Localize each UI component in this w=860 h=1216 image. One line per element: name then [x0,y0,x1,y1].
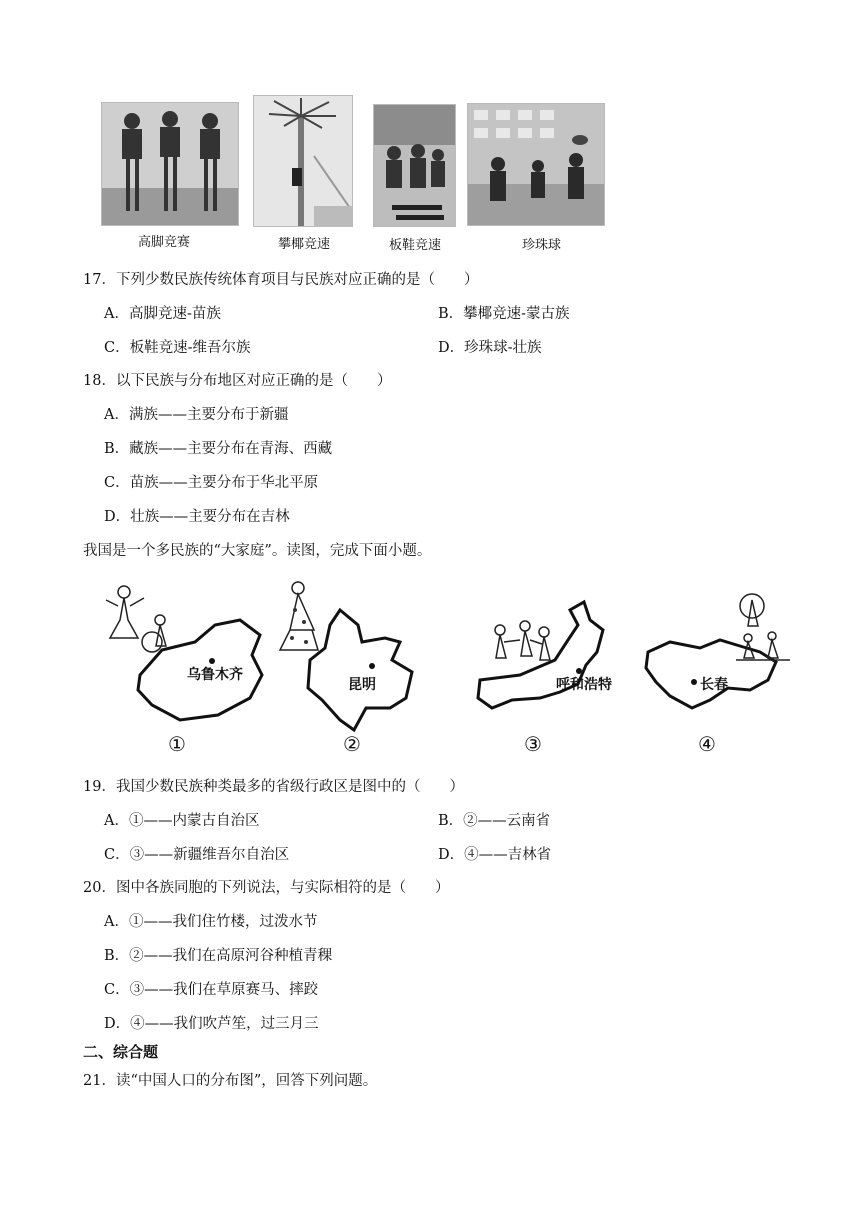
map-city-label: 昆明 [348,677,376,693]
section-heading: 二、综合题 [83,1043,159,1061]
wrestlers-figure-3 [495,621,550,660]
option-17-d[interactable]: D．珍珠球-壮族 [438,340,542,356]
photo-caption: 珍珠球 [522,238,562,253]
photo-caption: 攀椰竞速 [278,237,331,252]
map-number: ④ [698,732,716,756]
photo-panye [253,95,353,227]
option-20-d[interactable]: D．④——我们吹芦笙，过三月三 [104,1016,319,1032]
palm-climb-illustration [254,96,352,226]
map-yunnan [280,582,412,730]
option-17-b[interactable]: B．攀椰竞速-蒙古族 [438,306,570,322]
map-number: ② [343,732,361,756]
dancers-figure-1 [106,586,166,652]
option-19-b[interactable]: B．②——云南省 [438,813,551,829]
musicians-figure-4 [736,594,790,660]
option-20-a[interactable]: A．①——我们住竹楼，过泼水节 [104,914,318,930]
map-number: ③ [524,732,542,756]
option-19-a[interactable]: A．①——内蒙古自治区 [104,813,260,829]
option-18-d[interactable]: D．壮族——主要分布在吉林 [104,509,290,525]
question-17-stem: 17．下列少数民族传统体育项目与民族对应正确的是（ ） [83,272,479,288]
photo-gaojiao [101,102,239,226]
pearl-ball-illustration [468,104,604,225]
question-21-stem: 21．读“中国人口的分布图”，回答下列问题。 [83,1073,378,1089]
photo-banxie [373,104,456,227]
option-20-b[interactable]: B．②——我们在高原河谷种植青稞 [104,948,333,964]
map-city-label: 长春 [700,677,728,693]
map-xinjiang [106,586,262,720]
intro-text: 我国是一个多民族的“大家庭”。读图，完成下面小题。 [83,543,432,559]
option-20-c[interactable]: C．③——我们在草原赛马、摔跤 [104,982,319,998]
dancer-figure-2 [280,582,318,650]
photo-caption: 板鞋竞速 [389,238,442,253]
photo-caption: 高脚竞赛 [138,235,191,250]
question-20-stem: 20．图中各族同胞的下列说法，与实际相符的是（ ） [83,880,450,896]
map-city-label: 乌鲁木齐 [187,667,243,683]
option-19-d[interactable]: D．④——吉林省 [438,847,552,863]
map-city-label: 呼和浩特 [556,677,612,693]
option-19-c[interactable]: C．③——新疆维吾尔自治区 [104,847,290,863]
map-number: ① [168,732,186,756]
option-18-a[interactable]: A．满族——主要分布于新疆 [104,407,289,423]
option-18-c[interactable]: C．苗族——主要分布于华北平原 [104,475,319,491]
board-shoe-illustration [374,105,455,226]
question-19-stem: 19．我国少数民族种类最多的省级行政区是图中的（ ） [83,779,464,795]
question-18-stem: 18．以下民族与分布地区对应正确的是（ ） [83,373,392,389]
photo-zhenzhu [467,103,605,226]
option-17-c[interactable]: C．板鞋竞速-维吾尔族 [104,340,251,356]
option-17-a[interactable]: A．高脚竞速-苗族 [104,306,221,322]
option-18-b[interactable]: B．藏族——主要分布在青海、西藏 [104,441,333,457]
stilts-illustration [102,103,238,225]
